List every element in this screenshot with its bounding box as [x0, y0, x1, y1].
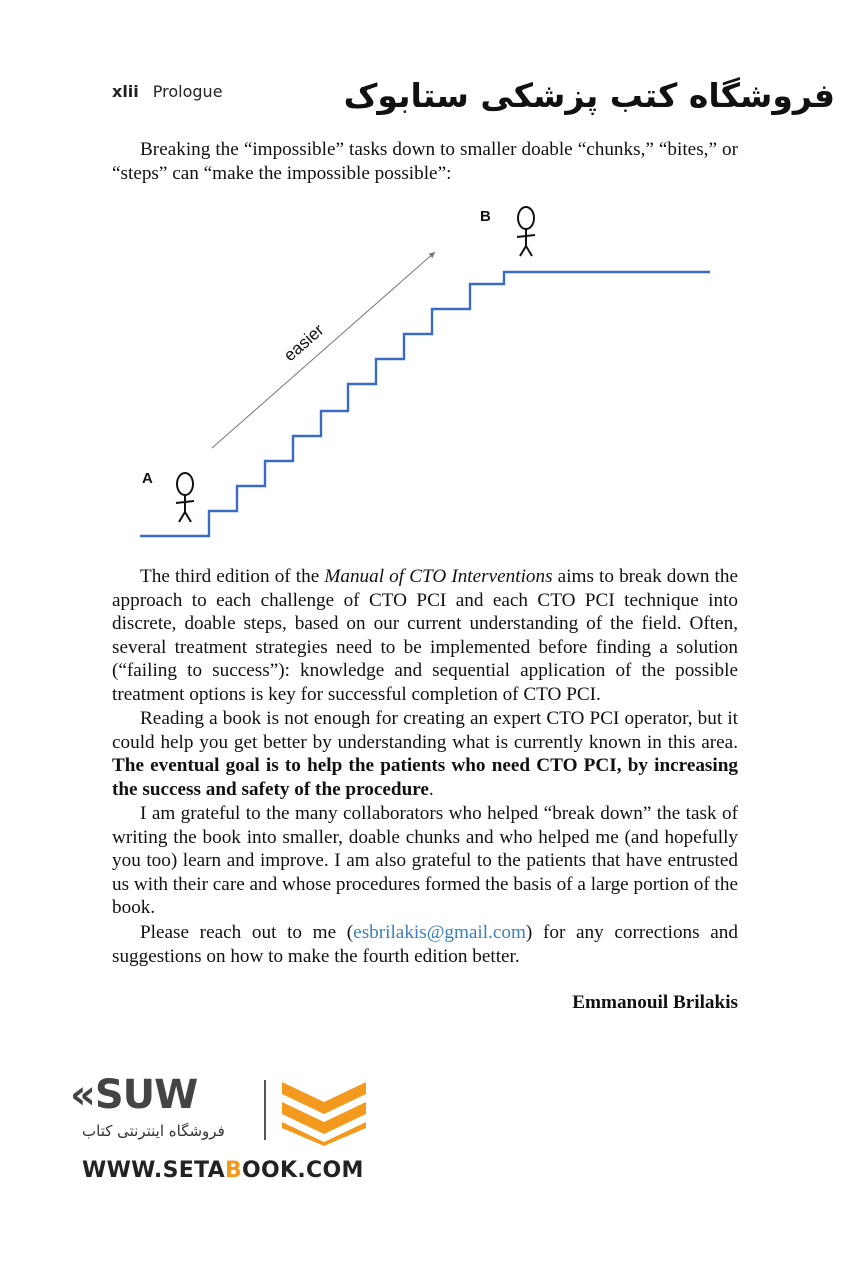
section-title: Prologue	[152, 82, 223, 101]
logo-url[interactable]: WWW.SETABOOK.COM	[82, 1158, 364, 1183]
paragraph-1: The third edition of the Manual of CTO Interventions aims to break down the approach to each challenge of CTO PCI and each CTO PCI technique into discrete, doable steps, based on our current understanding of the field. Often, several treatment strategies need to be implemented before finding a solution (“failing to success”): knowledge and sequential application of the possible treatment options is key for successful completion of CTO PCI.	[112, 566, 738, 705]
label-b: B	[480, 208, 491, 225]
paragraph-4: Please reach out to me (esbrilakis@gmail.com) for any corrections and suggestions on how to make the fourth edition better.	[112, 922, 738, 967]
email-link[interactable]: esbrilakis@gmail.com	[353, 922, 526, 943]
stick-figure-b	[517, 207, 535, 256]
chevron-stack-icon	[276, 1076, 372, 1146]
logo-wordmark: «SUW	[70, 1072, 198, 1118]
paragraph-3: I am grateful to the many collaborators who helped “break down” the task of writing the book into smaller, doable chunks and who helped me (and hopefully you too) learn and improve. I am also grateful to the patients that have entrusted us with their care and whose procedures formed the basis of a large portion of the book.	[112, 803, 738, 919]
easier-label: easier	[280, 320, 328, 366]
staircase-figure	[130, 200, 720, 550]
logo-persian-subtitle: فروشگاه اینترنتی کتاب	[82, 1122, 225, 1140]
intro-paragraph: Breaking the “impossible” tasks down to smaller doable “chunks,” “bites,” or “steps” can “make the impossible possible”:	[112, 139, 738, 184]
author-signature: Emmanouil Brilakis	[572, 992, 738, 1013]
setabook-logo	[70, 1072, 370, 1192]
stick-figure-a	[176, 473, 194, 522]
book-title: Manual of CTO Interventions	[324, 566, 553, 587]
page-number: xlii	[112, 82, 139, 101]
paragraph-2: Reading a book is not enough for creating an expert CTO PCI operator, but it could help you get better by understanding what is currently known in this area. The eventual goal is to help the patients who need CTO PCI, by increasing the success and safety of the procedure.	[112, 708, 738, 800]
goal-statement: The eventual goal is to help the patients who need CTO PCI, by increasing the success and safety of the procedure	[112, 755, 738, 800]
logo-separator	[264, 1080, 266, 1140]
staircase-line	[140, 272, 710, 536]
store-title-watermark: فروشگاه کتب پزشکی ستابوک	[343, 76, 835, 115]
label-a: A	[142, 470, 153, 487]
running-header	[112, 82, 223, 101]
easier-arrow	[212, 252, 435, 448]
